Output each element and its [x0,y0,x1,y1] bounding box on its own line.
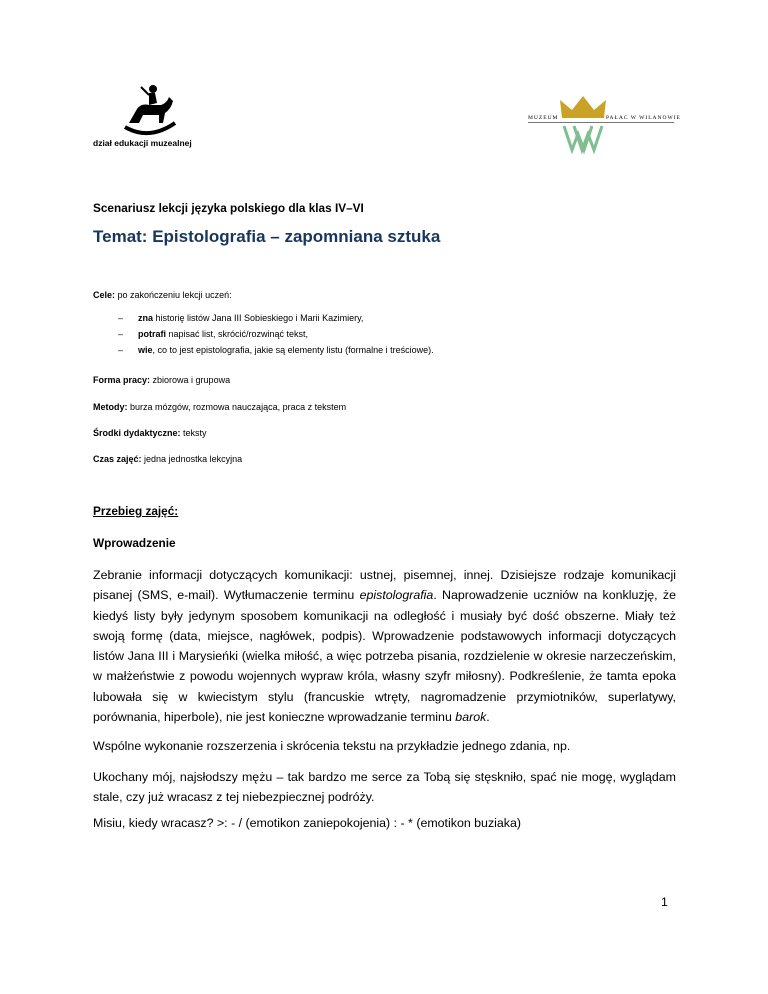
term-epistolografia: epistolografia [359,588,434,603]
museum-education-logo [93,83,203,153]
teaching-aids-value: teksty [180,428,207,438]
lesson-duration-label: Czas zajęć: [93,454,142,464]
methods-label: Metody: [93,402,128,412]
wilanow-palace-logo [528,96,681,156]
list-item: – potrafi napisać list, skrócić/rozwinąć tekst, [118,329,309,339]
page-number: 1 [661,895,668,909]
goal-verb: wie [138,345,153,355]
lesson-flow-heading: Przebieg zajęć: [93,504,179,518]
rocking-horse-icon [119,83,179,139]
goal-text: historię listów Jana III Sobieskiego i Marii Kazimiery, [153,313,364,323]
logo-caption: dział edukacji muzealnej [93,138,192,148]
introduction-paragraph: Zebranie informacji dotyczących komunikacji: ustnej, pisemnej, innej. Dzisiejsze rodzaje komunikacji pisanej (SMS, e-mail). Wytłumaczenie terminu epistolografia. Naprowadzenie uczniów na konkluzję, że kiedyś listy były jedynym sposobem komunikacji na odległość i musiały być dość obszerne. Miały też swoją formę (data, miejsce, nagłówek, podpis). Wprowadzenie podstawowych informacji dotyczących listów Jana III i Marysieńki (wielka miłość, a więc potrzeba pisania, rozdzielenie w okresie narzeczeńskim, w małżeństwie z powodu wojennych wypraw króla, własny szyfr miłosny). Podkreślenie, że tamta epoka lubowała się w kwiecistym stylu (francuskie wtręty, nagromadzenie przymiotników, superlatywy, porównania, hiperbole), nie jest konieczne wprowadzanie terminu barok. [93,568,676,725]
introduction-heading: Wprowadzenie [93,536,176,550]
work-form [93,375,230,385]
methods-value: burza mózgów, rozmowa nauczająca, praca z tekstem [127,402,347,412]
example-short-sentence: Misiu, kiedy wracasz? >: - / (emotikon zaniepokojenia) : - * (emotikon buziaka) [93,816,521,830]
list-item: – zna historię listów Jana III Sobieskiego i Marii Kazimiery, [118,313,364,323]
term-barok: barok [455,710,487,725]
goals-intro-text: po zakończeniu lekcji uczeń: [115,290,232,300]
goals-intro [93,290,232,300]
methods [93,402,346,412]
lesson-duration [93,454,242,464]
goal-text: napisać list, skrócić/rozwinąć tekst, [166,329,309,339]
page-title: Temat: Epistolografia – zapomniana sztuka [93,227,441,246]
work-form-value: zbiorowa i grupowa [150,375,231,385]
lesson-duration-value: jedna jednostka lekcyjna [141,454,243,464]
goal-text: , co to jest epistolografia, jakie są elementy listu (formalne i treściowe). [152,345,434,355]
list-item: – wie, co to jest epistolografia, jakie są elementy listu (formalne i treściowe). [118,345,434,355]
logo-label-right: PAŁAC W WILANOWIE [606,115,681,121]
work-form-label: Forma pracy: [93,375,151,385]
teaching-aids [93,428,207,438]
crown-monogram-icon [558,96,608,156]
goals-list [118,313,434,361]
logo-label-left: MUZEUM [528,115,559,121]
exercise-instruction: Wspólne wykonanie rozszerzenia i skrócenia tekstu na przykładzie jednego zdania, np. [93,739,571,753]
goals-label: Cele: [93,290,116,300]
goal-verb: potrafi [138,329,166,339]
goal-verb: zna [138,313,154,323]
scenario-subtitle: Scenariusz lekcji języka polskiego dla klas IV–VI [93,201,364,215]
teaching-aids-label: Środki dydaktyczne: [93,428,181,438]
example-long-sentence: Ukochany mój, najsłodszy mężu – tak bardzo me serce za Tobą się stęskniło, spać nie mogę, wyglądam stale, czy już wracasz z tej niebezpiecznej podróży. [93,770,676,805]
